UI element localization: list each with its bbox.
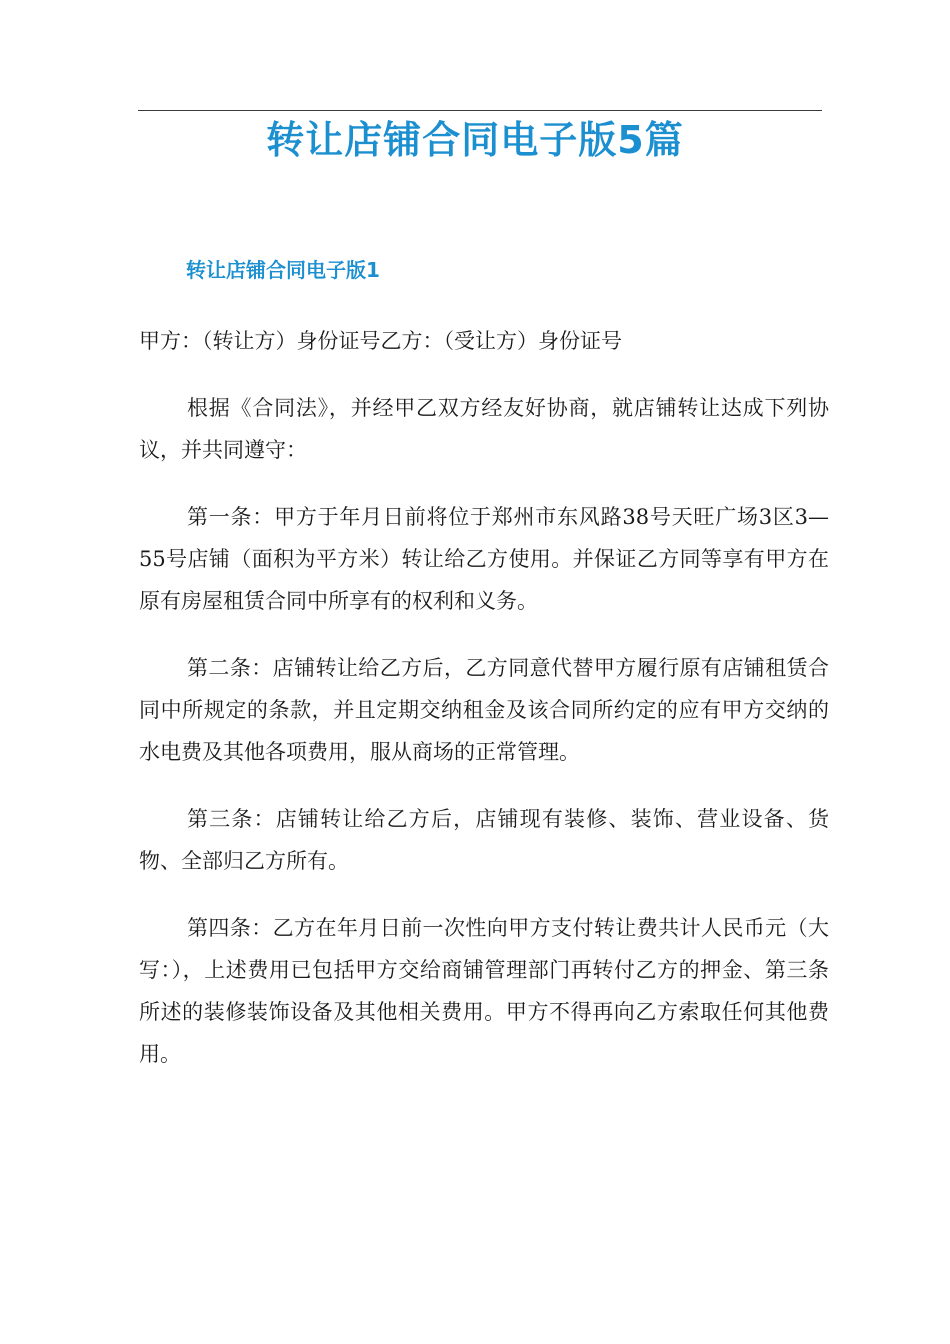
- article-1-paragraph: 第一条：甲方于年月日前将位于郑州市东风路38号天旺广场3区3—55号店铺（面积为平方米）转让给乙方使用。并保证乙方同等享有甲方在原有房屋租赁合同中所享有的权利和义务。: [139, 505, 829, 613]
- article-3-paragraph: 第三条：店铺转让给乙方后，店铺现有装修、装饰、营业设备、货物、全部归乙方所有。: [139, 807, 829, 873]
- parties-line: 甲方：（转让方）身份证号乙方：（受让方）身份证号: [139, 329, 622, 353]
- section-heading: 转让店铺合同电子版1: [186, 258, 380, 282]
- header-divider: [138, 110, 822, 111]
- preamble-paragraph: 根据《合同法》，并经甲乙双方经友好协商，就店铺转让达成下列协议，并共同遵守：: [139, 396, 829, 462]
- article-2-paragraph: 第二条：店铺转让给乙方后，乙方同意代替甲方履行原有店铺租赁合同中所规定的条款，并且定期交纳租金及该合同所约定的应有甲方交纳的水电费及其他各项费用，服从商场的正常管理。: [139, 656, 829, 764]
- document-title: 转让店铺合同电子版5篇: [266, 118, 684, 162]
- article-4-paragraph: 第四条：乙方在年月日前一次性向甲方支付转让费共计人民币元（大写：），上述费用已包括甲方交给商铺管理部门再转付乙方的押金、第三条所述的装修装饰设备及其他相关费用。甲方不得再向乙方索取任何其他费用。: [139, 916, 829, 1066]
- document-body: [139, 320, 829, 1100]
